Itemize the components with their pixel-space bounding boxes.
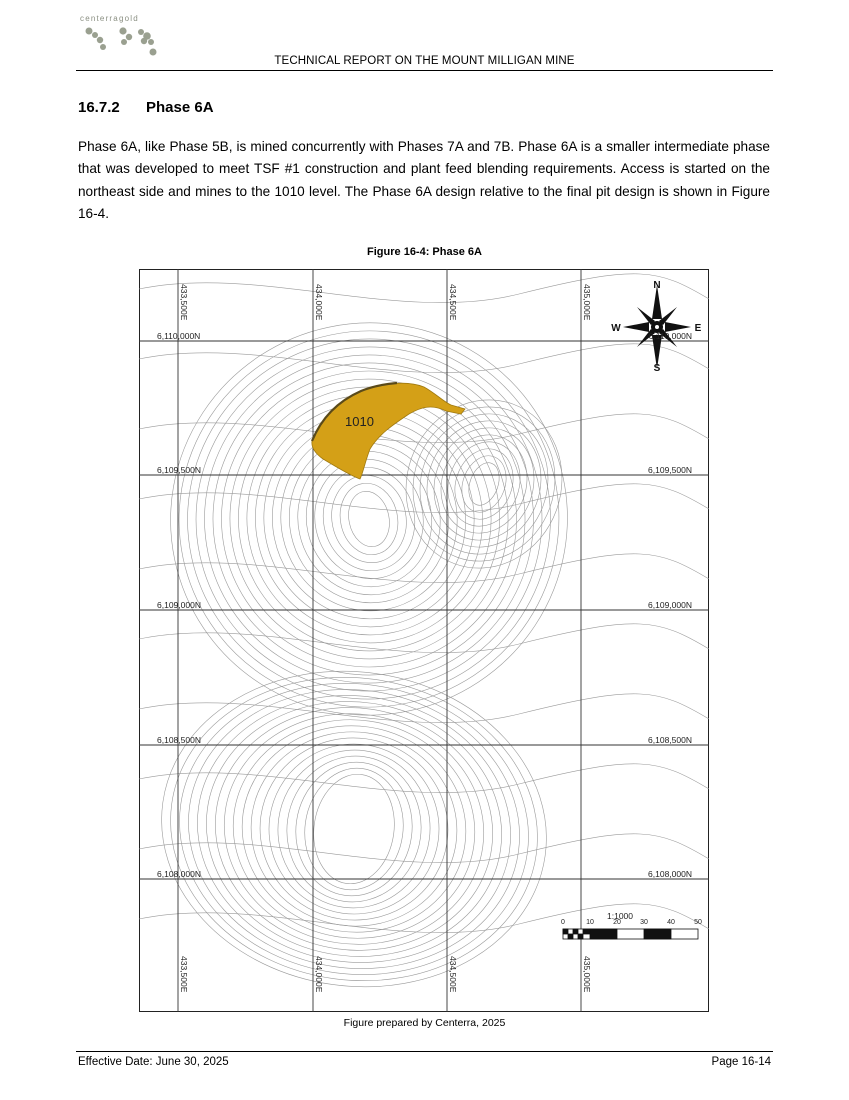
map-frame — [140, 270, 709, 1012]
scale-tick-20: 20 — [613, 919, 621, 926]
northing-label-right-1: 6,110,000N — [648, 331, 692, 341]
compass-east-label: E — [694, 323, 702, 334]
northing-label-right-3: 6,109,000N — [648, 600, 692, 610]
northing-label-left-4: 6,108,500N — [157, 735, 201, 745]
scale-tick-10: 10 — [586, 919, 594, 926]
northing-label-right-5: 6,108,000N — [648, 869, 692, 879]
footer-divider — [76, 1051, 773, 1052]
easting-label-top-2: 434,000E — [314, 284, 324, 321]
page-number: Page 16-14 — [711, 1056, 771, 1068]
easting-label-bottom-4: 435,000E — [582, 956, 592, 993]
figure-source-note: Figure prepared by Centerra, 2025 — [343, 1017, 506, 1029]
scale-ratio: 1:1000 — [607, 911, 633, 921]
section-title: Phase 6A — [146, 99, 214, 116]
effective-date: Effective Date: June 30, 2025 — [78, 1056, 229, 1068]
compass-west-label: W — [611, 323, 621, 334]
section-number: 16.7.2 — [78, 99, 120, 116]
northing-label-left-5: 6,108,000N — [157, 869, 201, 879]
body-paragraph: Phase 6A, like Phase 5B, is mined concurrently with Phases 7A and 7B. Phase 6A is a smaller intermediate phase that was developed to meet TSF #1 construction and plant feed blending requirements. Access is started on the northeast side and mines to the 1010 level. The Phase 6A design relative to the final pit design is shown in Figure 16-4. — [78, 139, 770, 221]
northing-label-left-3: 6,109,000N — [157, 600, 201, 610]
phase-level-label: 1010 — [345, 414, 374, 429]
easting-label-top-1: 433,500E — [179, 284, 189, 321]
scale-tick-0: 0 — [561, 919, 565, 926]
northing-label-right-2: 6,109,500N — [648, 465, 692, 475]
scale-tick-30: 30 — [640, 919, 648, 926]
compass-south-label: S — [653, 363, 661, 374]
easting-label-bottom-1: 433,500E — [179, 956, 189, 993]
report-header-title: TECHNICAL REPORT ON THE MOUNT MILLIGAN MINE — [274, 55, 575, 67]
easting-label-bottom-3: 434,500E — [448, 956, 458, 993]
northing-label-left-1: 6,110,000N — [157, 331, 201, 341]
scale-tick-50: 50 — [694, 919, 702, 926]
northing-label-right-4: 6,108,500N — [648, 735, 692, 745]
header-divider — [76, 70, 773, 71]
easting-label-bottom-2: 434,000E — [314, 956, 324, 993]
pit-design-map — [139, 269, 709, 1012]
easting-label-top-4: 435,000E — [582, 284, 592, 321]
figure-caption: Figure 16-4: Phase 6A — [367, 246, 482, 258]
easting-label-top-3: 434,500E — [448, 284, 458, 321]
logo-wordmark: centerragold — [80, 14, 139, 23]
scale-tick-40: 40 — [667, 919, 675, 926]
section-heading — [78, 99, 214, 116]
compass-north-label: N — [653, 280, 661, 291]
northing-label-left-2: 6,109,500N — [157, 465, 201, 475]
